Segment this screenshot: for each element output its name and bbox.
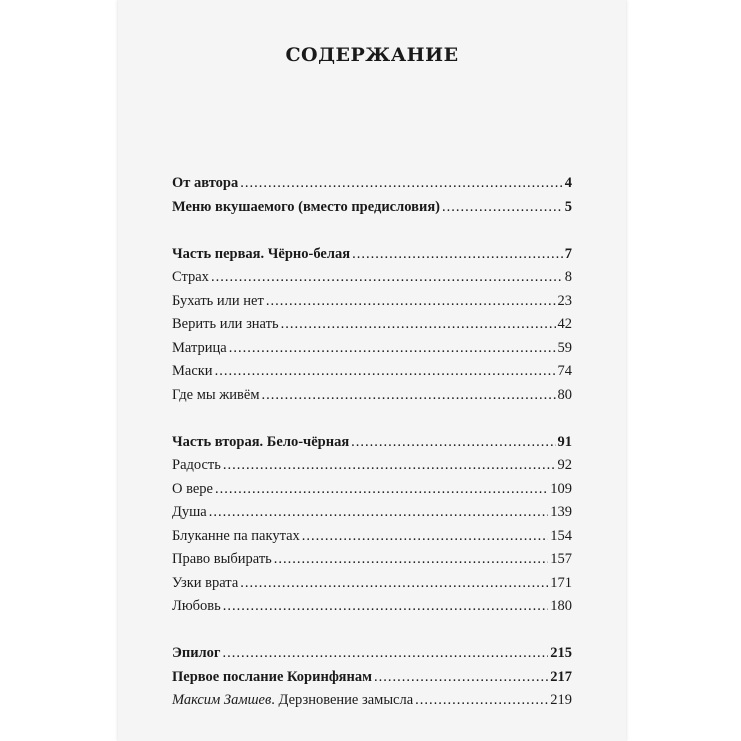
toc-entry: Бухать или нет ..... 23: [172, 290, 572, 314]
toc-entry: Верить или знать ..... 42: [172, 313, 572, 337]
toc-entry: Где мы живём ..... 80: [172, 384, 572, 408]
toc-entry-epilogue: Эпилог ..... 215: [172, 642, 572, 666]
toc-entry: Душа ..... 139: [172, 501, 572, 525]
page-title: СОДЕРЖАНИЕ: [285, 44, 459, 66]
toc-entry: Страх ..... 8: [172, 266, 572, 290]
toc-entry: Блуканне па пакутах ..... 154: [172, 525, 572, 549]
toc-entry: О вере ..... 109: [172, 478, 572, 502]
toc-entry: Право выбирать ..... 157: [172, 548, 572, 572]
toc-entry-corinthians: Первое послание Коринфянам ..... 217: [172, 666, 572, 690]
toc-entry: Радость ..... 92: [172, 454, 572, 478]
toc-part-one-heading: Часть первая. Чёрно-белая ..... 7: [172, 243, 572, 267]
toc-entry-from-author: От автора ..... 4: [172, 172, 572, 196]
toc-entry-afterword: Максим Замшев. Дерзновение замысла ..... 219: [172, 689, 572, 713]
afterword-author: Максим Замшев: [172, 692, 272, 708]
toc-entry-menu: Меню вкушаемого (вместо предисловия) ..... 5: [172, 196, 572, 220]
toc-entry: Матрица ..... 59: [172, 337, 572, 361]
toc-entry: Любовь ..... 180: [172, 595, 572, 619]
table-of-contents: [172, 172, 572, 713]
toc-entry: Маски ..... 74: [172, 360, 572, 384]
toc-entry: Узки врата ..... 171: [172, 572, 572, 596]
toc-part-two-heading: Часть вторая. Бело-чёрная ..... 91: [172, 431, 572, 455]
